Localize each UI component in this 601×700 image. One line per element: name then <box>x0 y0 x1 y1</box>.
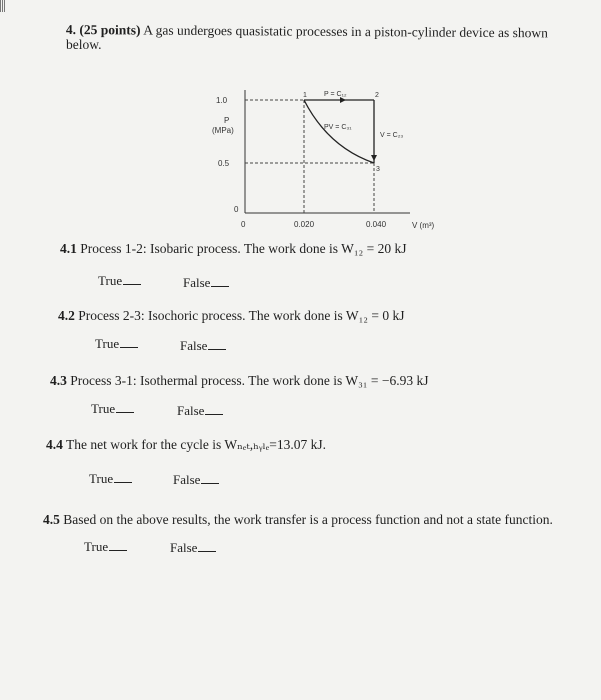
pv-diagram <box>200 85 470 235</box>
question-4-1 <box>60 241 406 257</box>
question-4-5 <box>43 512 553 528</box>
tick-y-05: 0.5 <box>218 159 230 168</box>
true-option-4-1[interactable]: True <box>98 273 141 289</box>
false-option-4-2[interactable]: False <box>180 338 226 354</box>
false-option-4-1[interactable]: False <box>183 275 229 291</box>
false-option-4-5[interactable]: False <box>170 540 216 556</box>
state-2: 2 <box>375 92 379 99</box>
question-number: 4.2 <box>58 308 75 323</box>
question-number: 4.5 <box>43 512 60 527</box>
question-4-4 <box>46 437 326 453</box>
question-4-3 <box>50 373 428 389</box>
problem-header <box>66 22 548 41</box>
label-pv-const: PV = C₃₁ <box>324 124 352 131</box>
problem-text: A gas undergoes quasistatic processes in a piston-cylinder device as shown <box>143 22 548 41</box>
label-v-const: V = C₂₃ <box>380 132 404 139</box>
question-number: 4.3 <box>50 373 67 388</box>
problem-number: 4. <box>65 22 77 38</box>
question-number: 4.1 <box>60 241 77 256</box>
tick-y-0: 0 <box>234 205 239 214</box>
question-text: The net work for the cycle is Wₙₑₜ,ₕᵧₗₑ=13.07 kJ. <box>66 437 326 452</box>
true-option-4-4[interactable]: True <box>89 471 132 487</box>
problem-points: (25 points) <box>79 22 141 38</box>
p-axis-unit: (MPa) <box>212 126 234 135</box>
problem-text-continued: below. <box>66 37 102 52</box>
label-p-const: P = C₁₂ <box>324 91 347 98</box>
p-axis-label: P <box>224 116 230 125</box>
state-3: 3 <box>376 166 380 173</box>
tick-x-0: 0 <box>241 220 246 229</box>
tick-x-040: 0.040 <box>366 220 387 229</box>
arrow-2-3 <box>371 155 377 161</box>
question-text: Process 1-2: Isobaric process. The work done is W₁₂ = 20 kJ <box>80 241 407 256</box>
question-text: Based on the above results, the work transfer is a process function and not a state function. <box>63 512 553 527</box>
false-option-4-4[interactable]: False <box>173 472 219 488</box>
tick-x-020: 0.020 <box>294 220 315 229</box>
v-axis-label: V (m³) <box>412 221 435 230</box>
question-4-2 <box>58 308 404 324</box>
true-option-4-3[interactable]: True <box>91 401 134 417</box>
process-3-1 <box>304 100 374 163</box>
state-1: 1 <box>303 92 307 99</box>
question-number: 4.4 <box>46 437 63 452</box>
tick-y-1: 1.0 <box>216 96 228 105</box>
true-option-4-5[interactable]: True <box>84 539 127 555</box>
scan-artifact <box>0 0 6 12</box>
question-text: Process 3-1: Isothermal process. The work done is W₃₁ = −6.93 kJ <box>70 373 429 388</box>
false-option-4-3[interactable]: False <box>177 403 223 419</box>
true-option-4-2[interactable]: True <box>95 336 138 352</box>
question-text: Process 2-3: Isochoric process. The work done is W₁₂ = 0 kJ <box>78 308 405 323</box>
